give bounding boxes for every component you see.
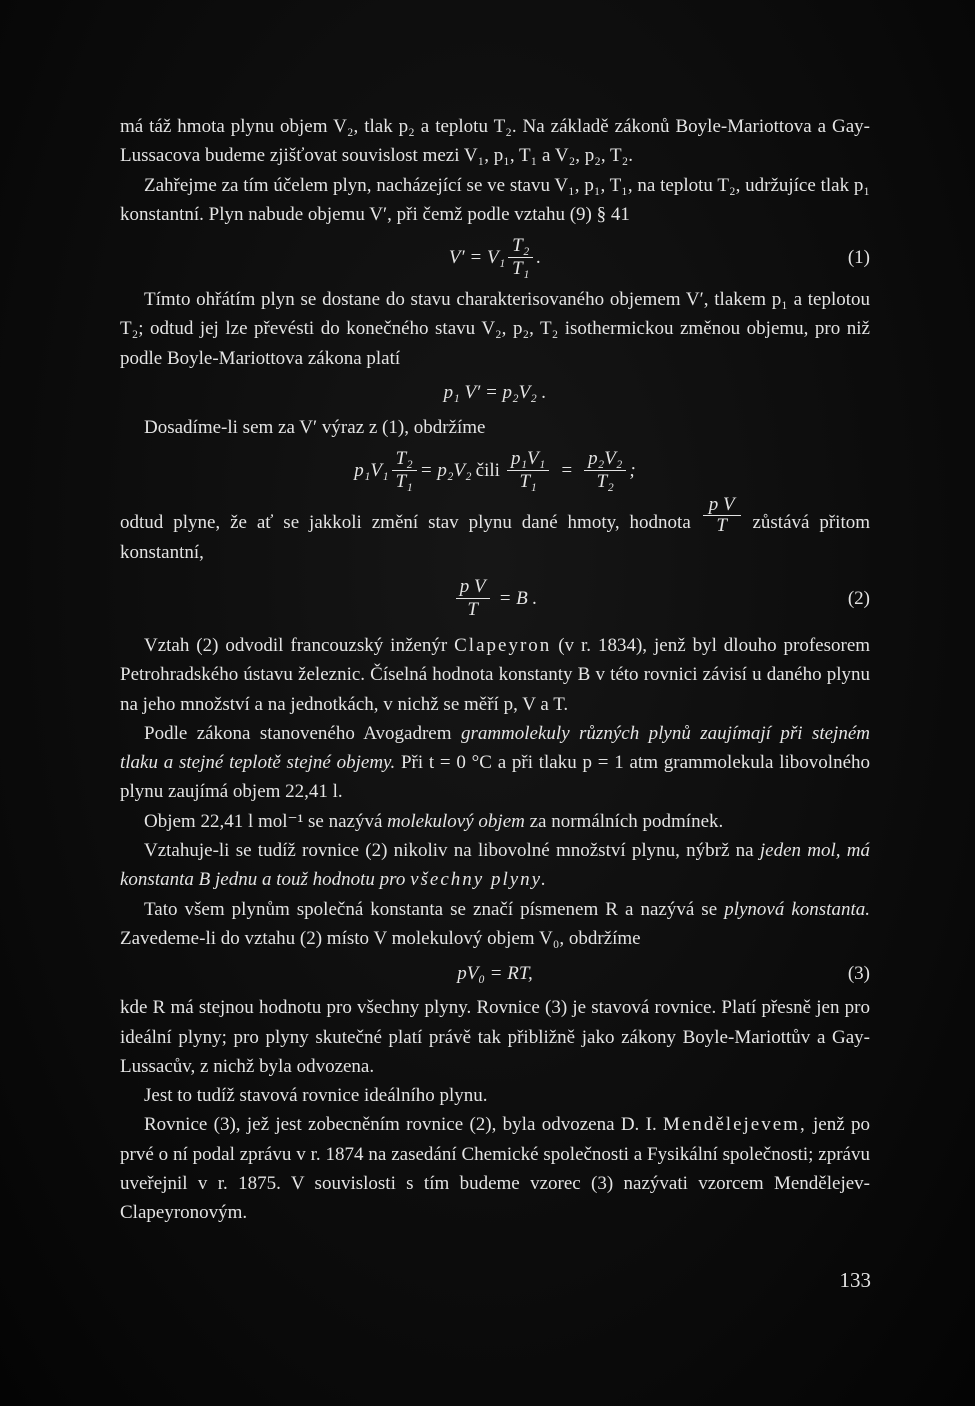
paragraph: Tímto ohřátím plyn se dostane do stavu charakterisovaného objemem V′, tlakem p₁ a teplotou T₂; odtud jej lze převésti do konečného stavu V₂, p₂, T₂ isothermickou změnou objemu, pro niž podle Boyle-Mariottova zákona platí	[120, 289, 870, 369]
paragraph	[120, 719, 870, 807]
numerator: T₂	[508, 235, 533, 258]
emphasis: molekulový objem	[387, 810, 525, 832]
paragraph	[120, 836, 870, 895]
eq-text: pV₀ = RT,	[457, 962, 533, 984]
paragraph	[120, 1110, 870, 1227]
fraction	[584, 448, 626, 493]
equation-substitution	[120, 442, 870, 498]
paragraph	[120, 631, 870, 719]
text-run: Podle zákona stanoveného Avogadrem	[144, 722, 452, 744]
text-run: Vztah (2) odvodil francouzský inženýr	[144, 634, 448, 656]
text-run: odtud plyne, že ať se jakkoli změní stav plynu dané hmoty, hodnota	[120, 512, 691, 534]
paragraph	[120, 895, 870, 954]
inline-fraction	[703, 495, 741, 536]
emphasis: jeden mol, má konstanta B jednu a touž hodnotu pro	[120, 840, 870, 891]
person-name: Mendělejevem,	[663, 1114, 807, 1136]
equation-label: (2)	[847, 588, 870, 610]
denominator: T₂	[596, 470, 614, 492]
eq-tail: ;	[629, 459, 636, 481]
paragraph: Zahřejme za tím účelem plyn, nacházející se ve stavu V₁, p₁, T₁, na teplotu T₂, udržujíce tlak p₁ konstantní. Plyn nabude objemu V′, při čemž podle vztahu (9) § 41	[120, 174, 870, 225]
eq-rhs: = B .	[498, 588, 538, 610]
equation-label: (1)	[847, 246, 870, 268]
eq-term: p₁V₁	[354, 459, 389, 481]
numerator: p₁V₁	[507, 448, 549, 471]
paragraph: Dosadíme-li sem za V′ výraz z (1), obdržíme	[144, 417, 486, 439]
denominator: T₁	[395, 470, 413, 492]
equation-2	[120, 571, 870, 627]
eq-word: čili	[475, 459, 500, 481]
numerator: p₂V₂	[584, 448, 626, 471]
paragraph	[120, 807, 870, 836]
page-text	[120, 112, 870, 1228]
equation-3	[120, 953, 870, 993]
text-run: Při t = 0 °C a při tlaku p = 1 atm grammolekula libovolného plynu zaujímá objem 22,41 l.	[120, 752, 871, 803]
numerator: T₂	[392, 448, 417, 471]
emphasis-spaced: všechny plyny.	[410, 869, 548, 891]
person-name: Clapeyron	[454, 634, 552, 656]
text-run: zůstává přitom konstantní,	[120, 512, 871, 563]
eq-lhs: V′ = V₁	[448, 246, 506, 268]
denominator: T₁	[519, 470, 537, 492]
denominator: T	[467, 599, 478, 621]
page-number: 133	[839, 1268, 871, 1292]
text-run: za normálních podmínek.	[529, 810, 724, 832]
fraction	[392, 448, 417, 493]
fraction	[456, 576, 490, 621]
text-run: jenž po prvé o ní podal zprávu v r. 1874 na zasedání Chemické společnosti a Fysikální společnosti; zprávu uveřejnil v r. 1875. V souvislosti s tím budeme vzorec (3) nazývati vzorcem Mendělejev-Clapeyronovým.	[120, 1114, 870, 1224]
text-run: Rovnice (3), jež jest zobecněním rovnice (2), byla odvozena D. I.	[144, 1114, 657, 1136]
paragraph	[120, 493, 871, 567]
equation-1	[120, 229, 870, 285]
text-run: Zavedeme-li do vztahu (2) místo V molekulový objem V₀, obdržíme	[120, 927, 641, 949]
emphasis: grammolekuly různých plynů zaujímají při stejném tlaku a stejné teplotě stejné objemy.	[120, 722, 870, 774]
eq-tail: .	[536, 246, 542, 268]
text-run: Vztahuje-li se tudíž rovnice (2) nikoliv na libovolné množství plynu, nýbrž na	[144, 840, 754, 862]
text-run: (v r. 1834), jenž byl dlouho profesorem Petrohradského ústavu železnic. Číselná hodnota konstanty B v této rovnici závisí u daného plynu na jeho množství a na jednotkách, v nichž se měří p, V a T.	[120, 634, 871, 715]
paragraph: kde R má stejnou hodnotu pro všechny plyny. Rovnice (3) je stavová rovnice. Platí přesně jen pro ideální plyny; pro plyny skutečné platí právě tak přibližně jako zákony Boyle-Mariottův a Gay-Lussacův, z nichž byla odvozena.	[120, 997, 870, 1077]
equation-label: (3)	[847, 962, 870, 984]
fraction	[508, 235, 533, 280]
numerator: p V	[703, 495, 741, 516]
equation-boyle-mariotte	[120, 373, 870, 413]
paragraph: Jest to tudíž stavová rovnice ideálního plynu.	[144, 1085, 488, 1107]
text-run: Tato všem plynům společná konstanta se značí písmenem R a nazývá se	[144, 898, 718, 920]
emphasis: plynová konstanta.	[724, 898, 871, 920]
denominator: T₁	[512, 257, 530, 279]
text-run: Objem 22,41 l mol⁻¹ se nazývá	[144, 810, 383, 832]
eq-sign: =	[560, 459, 574, 481]
numerator: p V	[456, 576, 490, 599]
eq-text: p₁ V′ = p₂V₂ .	[443, 382, 547, 404]
eq-term: = p₂V₂	[419, 459, 472, 481]
denominator: T	[716, 514, 727, 536]
fraction	[507, 448, 549, 493]
paragraph: má táž hmota plynu objem V₂, tlak p₂ a teplotu T₂. Na základě zákonů Boyle-Mariottova a Gay-Lussacova budeme zjišťovat souvislost mezi V₁, p₁, T₁ a V₂, p₂, T₂.	[120, 116, 870, 167]
